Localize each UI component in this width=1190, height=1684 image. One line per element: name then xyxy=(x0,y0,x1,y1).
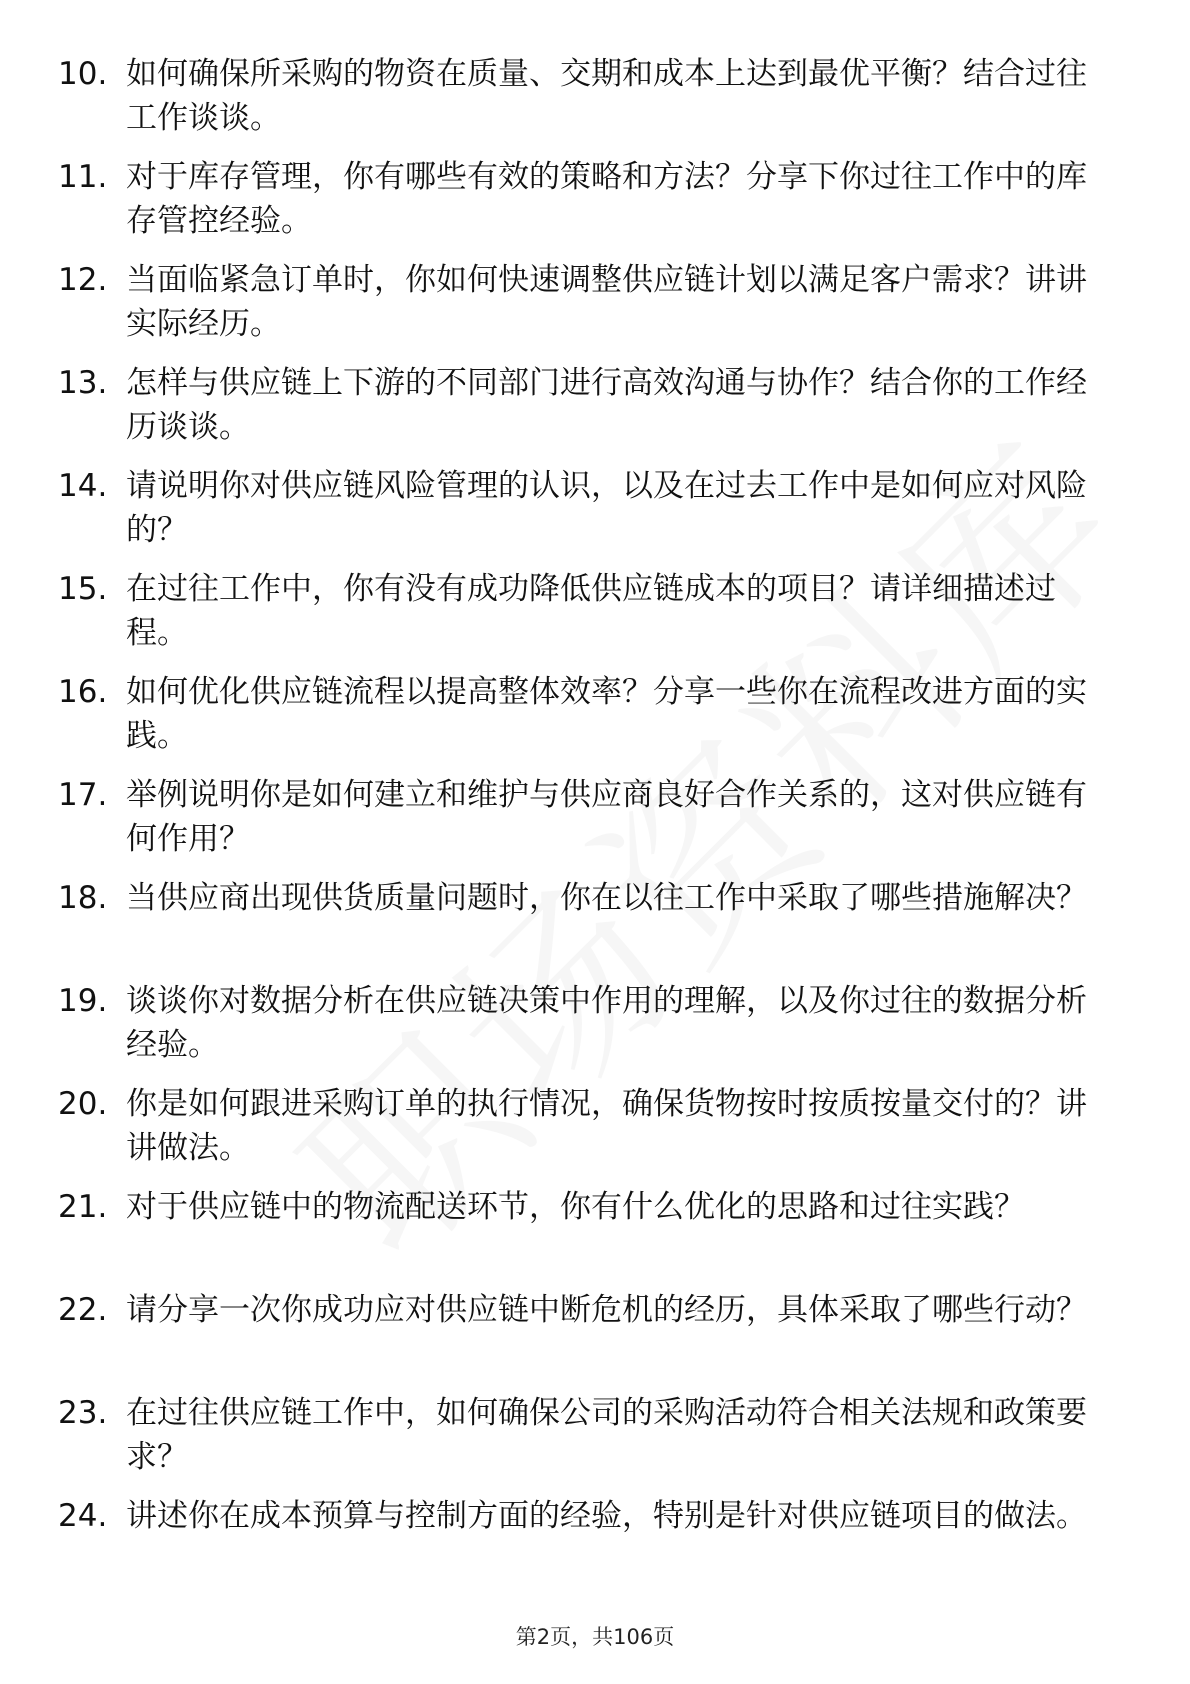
question-item xyxy=(58,52,1108,155)
question-item xyxy=(58,979,1108,1082)
question-item xyxy=(58,773,1108,876)
question-number: 13. xyxy=(58,365,108,401)
question-item xyxy=(58,1391,1108,1494)
question-number: 21. xyxy=(58,1189,108,1225)
question-text: 对于库存管理，你有哪些有效的策略和方法？分享下你过往工作中的库存管控经验。 xyxy=(126,159,1087,239)
question-number: 17. xyxy=(58,777,108,813)
question-text: 当供应商出现供货质量问题时，你在以往工作中采取了哪些措施解决？ xyxy=(126,880,1087,916)
question-item xyxy=(58,1185,1108,1288)
page-footer: 第2页，共106页 xyxy=(515,1625,675,1649)
question-number: 10. xyxy=(58,56,108,92)
question-number: 20. xyxy=(58,1086,108,1122)
question-number: 15. xyxy=(58,571,108,607)
question-number: 18. xyxy=(58,880,108,916)
question-item xyxy=(58,464,1108,567)
question-item xyxy=(58,155,1108,258)
question-item xyxy=(58,670,1108,773)
question-text: 讲述你在成本预算与控制方面的经验，特别是针对供应链项目的做法。 xyxy=(126,1498,1087,1534)
question-item xyxy=(58,258,1108,361)
question-item xyxy=(58,876,1108,979)
question-text: 谈谈你对数据分析在供应链决策中作用的理解，以及你过往的数据分析经验。 xyxy=(126,983,1087,1063)
question-item xyxy=(58,1494,1108,1597)
question-text: 你是如何跟进采购订单的执行情况，确保货物按时按质按量交付的？讲讲做法。 xyxy=(126,1086,1087,1166)
question-number: 19. xyxy=(58,983,108,1019)
question-text: 当面临紧急订单时，你如何快速调整供应链计划以满足客户需求？讲讲实际经历。 xyxy=(126,262,1087,342)
question-number: 14. xyxy=(58,468,108,504)
question-text: 请说明你对供应链风险管理的认识，以及在过去工作中是如何应对风险的？ xyxy=(126,468,1087,548)
question-item xyxy=(58,567,1108,670)
question-number: 22. xyxy=(58,1292,108,1328)
question-item xyxy=(58,1288,1108,1391)
question-text: 如何优化供应链流程以提高整体效率？分享一些你在流程改进方面的实践。 xyxy=(126,674,1087,754)
question-number: 12. xyxy=(58,262,108,298)
question-list xyxy=(58,52,1108,1597)
question-text: 如何确保所采购的物资在质量、交期和成本上达到最优平衡？结合过往工作谈谈。 xyxy=(126,56,1087,136)
question-text: 举例说明你是如何建立和维护与供应商良好合作关系的，这对供应链有何作用？ xyxy=(126,777,1087,857)
question-number: 23. xyxy=(58,1395,108,1431)
question-text: 在过往工作中，你有没有成功降低供应链成本的项目？请详细描述过程。 xyxy=(126,571,1056,651)
question-text: 怎样与供应链上下游的不同部门进行高效沟通与协作？结合你的工作经历谈谈。 xyxy=(126,365,1087,445)
question-item xyxy=(58,1082,1108,1185)
question-number: 11. xyxy=(58,159,108,195)
question-number: 24. xyxy=(58,1498,108,1534)
question-item xyxy=(58,361,1108,464)
question-text: 请分享一次你成功应对供应链中断危机的经历，具体采取了哪些行动？ xyxy=(126,1292,1087,1328)
question-number: 16. xyxy=(58,674,108,710)
question-text: 对于供应链中的物流配送环节，你有什么优化的思路和过往实践？ xyxy=(126,1189,1025,1225)
question-text: 在过往供应链工作中，如何确保公司的采购活动符合相关法规和政策要求？ xyxy=(126,1395,1087,1475)
